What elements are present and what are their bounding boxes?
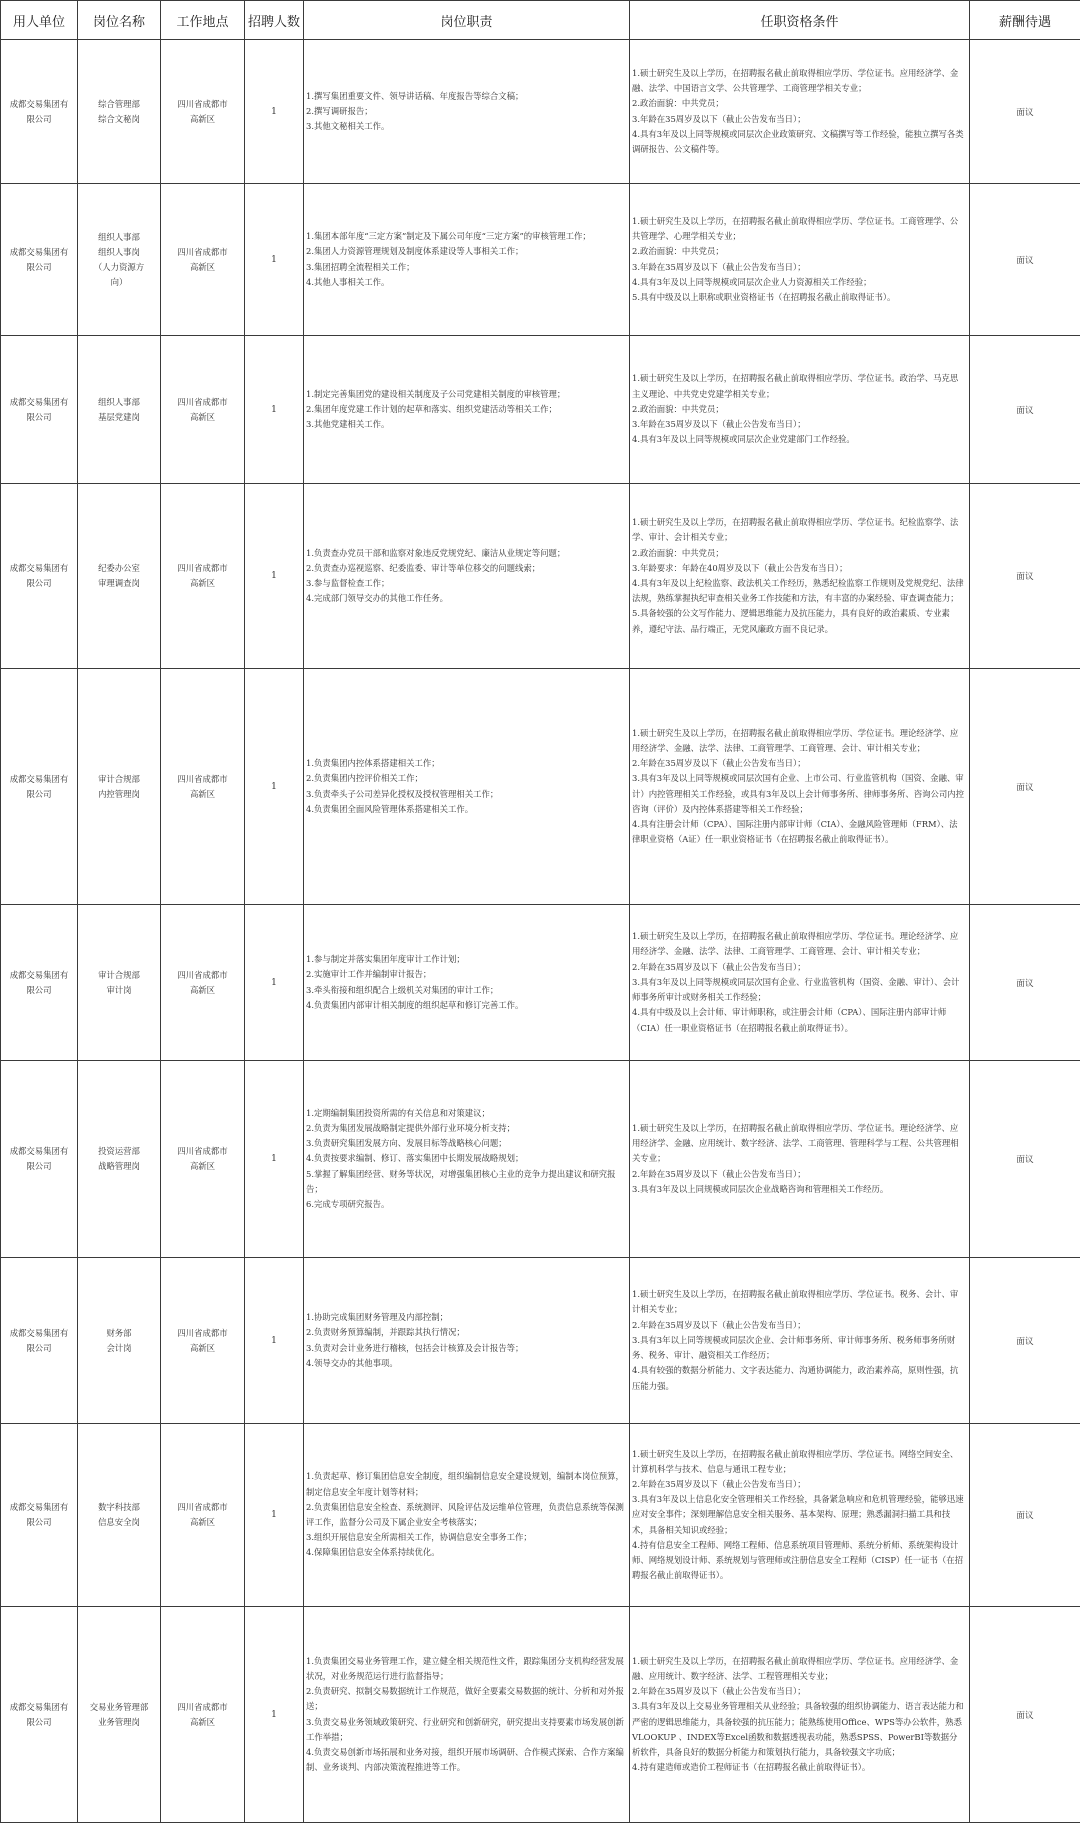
count-value: 1 (271, 1336, 277, 1346)
salary-cell (970, 336, 1080, 484)
location-line: 四川省成都市 (164, 1144, 241, 1159)
position-cell (78, 669, 161, 905)
employer-line: 成都交易集团有 (4, 395, 74, 410)
requirements-line: 3.具有3年及以上同等规模或同层次国有企业、行业监管机构（国资、金融、审计）、会计师事务所审计或财务相关工作经验； (632, 975, 965, 1005)
salary-cell (970, 1424, 1080, 1607)
header-employer: 用人单位 (1, 1, 78, 40)
employer-line: 成都交易集团有 (4, 1700, 74, 1715)
requirements-line: 4.具有较强的数据分析能力、文字表达能力、沟通协调能力，政治素养高，原则性强，抗压能力强。 (632, 1363, 965, 1393)
duties-line: 1.参与制定并落实集团年度审计工作计划； (306, 952, 625, 967)
location-cell (161, 669, 245, 905)
location-cell (161, 1258, 245, 1424)
salary-cell (970, 669, 1080, 905)
requirements-cell (630, 336, 970, 484)
requirements-line: 3.年龄在35周岁及以下（截止公告发布当日）； (632, 260, 965, 275)
table-row-3 (1, 336, 1080, 484)
duties-line: 4.保障集团信息安全体系持续优化。 (306, 1545, 625, 1560)
salary-value: 面议 (1016, 572, 1033, 582)
location-line: 四川省成都市 (164, 1326, 241, 1341)
salary-cell (970, 484, 1080, 669)
count-value: 1 (271, 978, 277, 988)
requirements-line: 1.硕士研究生及以上学历，在招聘报名截止前取得相应学历、学位证书。政治学、马克思主义理论、中共党史党建学相关专业； (632, 371, 965, 401)
count-value: 1 (271, 405, 277, 415)
duties-line: 4.领导交办的其他事项。 (306, 1356, 625, 1371)
requirements-line: 3.具有3年及以上同规模或同层次企业战略咨询和管理相关工作经历。 (632, 1182, 965, 1197)
duties-line: 2.撰写调研报告； (306, 104, 625, 119)
requirements-line: 4.具有3年及以上同等规模或同层次企业党建部门工作经验。 (632, 432, 965, 447)
requirements-line: 4.持有信息安全工程师、网络工程师、信息系统项目管理师、系统分析师、系统架构设计师、网络规划设计师、系统规划与管理师或注册信息安全工程师（CISP）任一证书（在招聘报名截止前取得证书）。 (632, 1538, 965, 1584)
position-line: 审计合规部 (81, 772, 157, 787)
requirements-line: 3.具有3年及以上信息化安全管理相关工作经验，具备紧急响应和危机管理经验，能够迅速应对安全事件；深刻理解信息安全相关服务、基本架构、原理；熟悉漏洞扫描工具和技术，具备相关知识或经验； (632, 1492, 965, 1538)
requirements-line: 4.具有中级及以上会计师、审计师职称，或注册会计师（CPA）、国际注册内部审计师（CIA）任一职业资格证书（在招聘报名截止前取得证书）。 (632, 1005, 965, 1035)
requirements-line: 1.硕士研究生及以上学历，在招聘报名截止前取得相应学历、学位证书。理论经济学、应用经济学、金融、应用统计、数字经济、法学、工商管理、管理科学与工程、公共管理相关专业； (632, 1121, 965, 1167)
requirements-line: 3.具有3年及以上交易业务管理相关从业经验；具备较强的组织协调能力、语言表达能力和严密的逻辑思维能力，具备较强的抗压能力；能熟练使用Office、WPS等办公软件，熟悉VLOOKUP 、INDEX等Excel函数和数据透视表功能，熟悉SPSS、PowerBI等数据分析软件，具备良好的数据分析能力和策划执行能力，具备较强文字功底； (632, 1699, 965, 1760)
requirements-line: 4.具有3年及以上纪检监察、政法机关工作经历，熟悉纪检监察工作规则及党规党纪、法律法规，熟练掌握执纪审查相关业务工作技能和方法，有丰富的办案经验、审查调查能力； (632, 576, 965, 606)
location-line: 高新区 (164, 1159, 241, 1174)
location-cell (161, 1061, 245, 1258)
duties-cell (304, 1424, 630, 1607)
requirements-line: 5.具有中级及以上职称或职业资格证书（在招聘报名截止前取得证书）。 (632, 290, 965, 305)
duties-cell (304, 484, 630, 669)
salary-value: 面议 (1016, 256, 1033, 266)
position-line: 财务部 (81, 1326, 157, 1341)
location-cell (161, 905, 245, 1061)
requirements-line: 3.年龄要求：年龄在40周岁及以下（截止公告发布当日）； (632, 561, 965, 576)
employer-line: 成都交易集团有 (4, 968, 74, 983)
location-cell (161, 1424, 245, 1607)
count-cell (245, 40, 304, 184)
requirements-line: 2.政治面貌：中共党员； (632, 244, 965, 259)
salary-cell (970, 1061, 1080, 1258)
requirements-line: 1.硕士研究生及以上学历，在招聘报名截止前取得相应学历、学位证书。税务、会计、审计相关专业； (632, 1287, 965, 1317)
header-position: 岗位名称 (78, 1, 161, 40)
employer-cell (1, 1258, 78, 1424)
requirements-line: 3.具有3年及以上同等规模或同层次国有企业、上市公司、行业监管机构（国资、金融、审计）内控管理相关工作经验，或具有3年及以上会计师事务所、律师事务所、咨询公司内控咨询（评价）及内控体系搭建等相关工作经验； (632, 771, 965, 817)
requirements-cell (630, 1061, 970, 1258)
employer-line: 成都交易集团有 (4, 561, 74, 576)
position-line: 战略管理岗 (81, 1159, 157, 1174)
duties-line: 3.参与监督检查工作； (306, 576, 625, 591)
employer-line: 成都交易集团有 (4, 772, 74, 787)
location-line: 高新区 (164, 260, 241, 275)
header-count: 招聘人数 (245, 1, 304, 40)
location-line: 高新区 (164, 983, 241, 998)
duties-line: 2.负责财务预算编制，并跟踪其执行情况； (306, 1325, 625, 1340)
location-cell (161, 184, 245, 336)
position-line: 审理调查岗 (81, 576, 157, 591)
count-cell (245, 484, 304, 669)
employer-line: 成都交易集团有 (4, 1326, 74, 1341)
duties-line: 4.其他人事相关工作。 (306, 275, 625, 290)
location-line: 四川省成都市 (164, 1700, 241, 1715)
duties-line: 2.负责查办巡视巡察、纪委监委、审计等单位移交的问题线索； (306, 561, 625, 576)
employer-line: 限公司 (4, 576, 74, 591)
position-line: 数字科技部 (81, 1500, 157, 1515)
requirements-cell (630, 40, 970, 184)
requirements-line: 4.具有注册会计师（CPA）、国际注册内部审计师（CIA）、金融风险管理师（FRM）、法律职业资格（A证）任一职业资格证书（在招聘报名截止前取得证书）。 (632, 817, 965, 847)
position-line: 投资运营部 (81, 1144, 157, 1159)
duties-line: 2.负责集团信息安全检查、系统测评、风险评估及运维单位管理，负责信息系统等保测评工作，监督分公司及下属企业安全考核落实； (306, 1500, 625, 1530)
employer-line: 限公司 (4, 410, 74, 425)
employer-line: 限公司 (4, 1715, 74, 1730)
count-cell (245, 1061, 304, 1258)
requirements-line: 4.具有3年及以上同等规模或同层次企业人力资源相关工作经验； (632, 275, 965, 290)
count-cell (245, 1424, 304, 1607)
duties-line: 3.负责对会计业务进行稽核，包括会计核算及会计报告等； (306, 1341, 625, 1356)
duties-line: 1.负责集团内控体系搭建相关工作； (306, 756, 625, 771)
position-line: 组织人事岗 (81, 245, 157, 260)
duties-line: 1.集团本部年度“三定方案”制定及下属公司年度“三定方案”的审核管理工作； (306, 229, 625, 244)
duties-cell (304, 40, 630, 184)
header-duties: 岗位职责 (304, 1, 630, 40)
employer-line: 成都交易集团有 (4, 97, 74, 112)
location-line: 高新区 (164, 112, 241, 127)
requirements-line: 4.持有建造师或造价工程师证书（在招聘报名截止前取得证书）。 (632, 1760, 965, 1775)
requirements-line: 1.硕士研究生及以上学历，在招聘报名截止前取得相应学历、学位证书。工商管理学、公共管理学、心理学相关专业； (632, 214, 965, 244)
duties-line: 3.其他党建相关工作。 (306, 417, 625, 432)
duties-line: 2.负责为集团发展战略制定提供外部行业环境分析支持； (306, 1121, 625, 1136)
count-cell (245, 1607, 304, 1823)
salary-value: 面议 (1016, 1337, 1033, 1347)
duties-line: 4.负责集团内部审计相关制度的组织起草和修订完善工作。 (306, 998, 625, 1013)
requirements-line: 1.硕士研究生及以上学历，在招聘报名截止前取得相应学历、学位证书。应用经济学、金融、法学、中国语言文学、公共管理学、工商管理学相关专业； (632, 66, 965, 96)
employer-line: 成都交易集团有 (4, 1500, 74, 1515)
duties-line: 1.制定完善集团党的建设相关制度及子公司党建相关制度的审核管理； (306, 387, 625, 402)
position-line: 组织人事部 (81, 230, 157, 245)
count-cell (245, 184, 304, 336)
duties-line: 1.协助完成集团财务管理及内部控制； (306, 1310, 625, 1325)
location-line: 四川省成都市 (164, 1500, 241, 1515)
employer-cell (1, 669, 78, 905)
position-cell (78, 1607, 161, 1823)
salary-value: 面议 (1016, 108, 1033, 118)
duties-line: 1.负责集团交易业务管理工作，建立健全相关规范性文件，跟踪集团分支机构经营发展状况，对业务规范运行进行监督指导； (306, 1654, 625, 1684)
duties-line: 2.负责研究、拟制交易数据统计工作规范，做好全要素交易数据的统计、分析和对外报送； (306, 1684, 625, 1714)
location-line: 四川省成都市 (164, 772, 241, 787)
position-cell (78, 1424, 161, 1607)
employer-cell (1, 40, 78, 184)
table-row-1 (1, 40, 1080, 184)
duties-line: 3.牵头衔接和组织配合上级机关对集团的审计工作； (306, 983, 625, 998)
salary-value: 面议 (1016, 406, 1033, 416)
requirements-cell (630, 669, 970, 905)
requirements-line: 1.硕士研究生及以上学历，在招聘报名截止前取得相应学历、学位证书。应用经济学、金融、应用统计、数字经济、法学、工程管理相关专业； (632, 1654, 965, 1684)
count-value: 1 (271, 571, 277, 581)
salary-value: 面议 (1016, 783, 1033, 793)
requirements-line: 5.具备较强的公文写作能力、逻辑思维能力及抗压能力，具有良好的政治素质、专业素养，遵纪守法、品行端正，无党风廉政方面不良记录。 (632, 606, 965, 636)
employer-cell (1, 1424, 78, 1607)
position-line: （人力资源方 (81, 260, 157, 275)
header-salary: 薪酬待遇 (970, 1, 1080, 40)
position-line: 综合管理部 (81, 97, 157, 112)
requirements-line: 2.年龄在35周岁及以下（截止公告发布当日）； (632, 1318, 965, 1333)
requirements-cell (630, 184, 970, 336)
position-line: 综合文秘岗 (81, 112, 157, 127)
duties-line: 1.撰写集团重要文件、领导讲话稿、年度报告等综合文稿； (306, 89, 625, 104)
location-line: 高新区 (164, 787, 241, 802)
duties-line: 3.负责牵头子公司差异化授权及授权管理相关工作； (306, 787, 625, 802)
count-cell (245, 905, 304, 1061)
requirements-line: 2.年龄在35周岁及以下（截止公告发布当日）； (632, 1684, 965, 1699)
duties-line: 4.负责交易创新市场拓展和业务对接，组织开展市场调研、合作模式探索、合作方案编制、业务谈判、内部决策流程推进等工作。 (306, 1745, 625, 1775)
requirements-cell (630, 1607, 970, 1823)
location-line: 高新区 (164, 410, 241, 425)
employer-cell (1, 1061, 78, 1258)
employer-line: 限公司 (4, 112, 74, 127)
salary-value: 面议 (1016, 1155, 1033, 1165)
location-line: 高新区 (164, 1341, 241, 1356)
employer-cell (1, 1607, 78, 1823)
duties-cell (304, 336, 630, 484)
duties-cell (304, 669, 630, 905)
count-value: 1 (271, 255, 277, 265)
duties-line: 3.集团招聘全流程相关工作； (306, 260, 625, 275)
table-row-8 (1, 1258, 1080, 1424)
employer-cell (1, 184, 78, 336)
location-line: 高新区 (164, 576, 241, 591)
duties-line: 2.集团人力资源管理规划及制度体系建设等人事相关工作； (306, 244, 625, 259)
requirements-cell (630, 905, 970, 1061)
requirements-line: 2.年龄在35周岁及以下（截止公告发布当日）； (632, 1477, 965, 1492)
duties-cell (304, 184, 630, 336)
position-line: 交易业务管理部 (81, 1700, 157, 1715)
header-row (1, 1, 1080, 40)
duties-line: 4.负责按要求编制、修订、落实集团中长期发展战略规划； (306, 1151, 625, 1166)
header-requirements: 任职资格条件 (630, 1, 970, 40)
requirements-cell (630, 484, 970, 669)
duties-line: 4.完成部门领导交办的其他工作任务。 (306, 591, 625, 606)
location-line: 高新区 (164, 1515, 241, 1530)
position-line: 向） (81, 275, 157, 290)
salary-value: 面议 (1016, 1511, 1033, 1521)
employer-cell (1, 905, 78, 1061)
requirements-line: 3.年龄在35周岁及以下（截止公告发布当日）； (632, 112, 965, 127)
requirements-line: 4.具有3年及以上同等规模或同层次企业政策研究、文稿撰写等工作经验，能独立撰写各类调研报告、公文稿件等。 (632, 127, 965, 157)
employer-line: 限公司 (4, 983, 74, 998)
location-cell (161, 1607, 245, 1823)
requirements-line: 1.硕士研究生及以上学历，在招聘报名截止前取得相应学历、学位证书。网络空间安全、计算机科学与技术、信息与通讯工程专业； (632, 1447, 965, 1477)
requirements-line: 2.年龄在35周岁及以下（截止公告发布当日）； (632, 1167, 965, 1182)
employer-line: 限公司 (4, 260, 74, 275)
position-cell (78, 184, 161, 336)
position-line: 审计合规部 (81, 968, 157, 983)
duties-cell (304, 1061, 630, 1258)
duties-line: 1.定期编制集团投资所需的有关信息和对策建议； (306, 1106, 625, 1121)
position-cell (78, 1258, 161, 1424)
requirements-cell (630, 1258, 970, 1424)
table-row-4 (1, 484, 1080, 669)
duties-cell (304, 905, 630, 1061)
employer-line: 限公司 (4, 1515, 74, 1530)
position-cell (78, 905, 161, 1061)
employer-line: 限公司 (4, 1341, 74, 1356)
duties-line: 5.掌握了解集团经营、财务等状况，对增强集团核心主业的竞争力提出建议和研究报告； (306, 1167, 625, 1197)
location-cell (161, 40, 245, 184)
location-cell (161, 336, 245, 484)
employer-cell (1, 336, 78, 484)
location-line: 四川省成都市 (164, 968, 241, 983)
salary-cell (970, 905, 1080, 1061)
table-row-7 (1, 1061, 1080, 1258)
requirements-line: 2.年龄在35周岁及以下（截止公告发布当日）； (632, 756, 965, 771)
table-row-10 (1, 1607, 1080, 1823)
requirements-line: 2.年龄在35周岁及以下（截止公告发布当日）； (632, 960, 965, 975)
salary-cell (970, 1607, 1080, 1823)
duties-line: 6.完成专项研究报告。 (306, 1197, 625, 1212)
count-cell (245, 336, 304, 484)
duties-line: 1.负责查办党员干部和监察对象违反党规党纪、廉洁从业规定等问题； (306, 546, 625, 561)
duties-line: 2.负责集团内控评价相关工作； (306, 771, 625, 786)
requirements-line: 3.具有3年以上同等规模或同层次企业、会计师事务所、审计师事务所、税务师事务所财务、税务、审计、融资相关工作经历； (632, 1333, 965, 1363)
salary-value: 面议 (1016, 1711, 1033, 1721)
requirements-line: 2.政治面貌：中共党员； (632, 402, 965, 417)
count-cell (245, 1258, 304, 1424)
duties-line: 1.负责起草、修订集团信息安全制度，组织编制信息安全建设规划，编制本岗位预算，制定信息安全年度计划等材料； (306, 1469, 625, 1499)
position-line: 纪委办公室 (81, 561, 157, 576)
table-row-2 (1, 184, 1080, 336)
position-cell (78, 484, 161, 669)
position-line: 审计岗 (81, 983, 157, 998)
position-cell (78, 1061, 161, 1258)
location-line: 四川省成都市 (164, 395, 241, 410)
location-line: 高新区 (164, 1715, 241, 1730)
count-value: 1 (271, 782, 277, 792)
header-location: 工作地点 (161, 1, 245, 40)
count-value: 1 (271, 1710, 277, 1720)
location-cell (161, 484, 245, 669)
count-value: 1 (271, 1510, 277, 1520)
table-row-9 (1, 1424, 1080, 1607)
count-value: 1 (271, 1154, 277, 1164)
requirements-line: 2.政治面貌：中共党员； (632, 546, 965, 561)
count-cell (245, 669, 304, 905)
salary-value: 面议 (1016, 979, 1033, 989)
employer-line: 限公司 (4, 787, 74, 802)
requirements-cell (630, 1424, 970, 1607)
location-line: 四川省成都市 (164, 97, 241, 112)
position-line: 组织人事部 (81, 395, 157, 410)
position-cell (78, 40, 161, 184)
duties-line: 4.负责集团全面风险管理体系搭建相关工作。 (306, 802, 625, 817)
duties-line: 2.实施审计工作并编制审计报告； (306, 967, 625, 982)
requirements-line: 3.年龄在35周岁及以下（截止公告发布当日）； (632, 417, 965, 432)
position-line: 会计岗 (81, 1341, 157, 1356)
position-line: 信息安全岗 (81, 1515, 157, 1530)
requirements-line: 1.硕士研究生及以上学历，在招聘报名截止前取得相应学历、学位证书。纪检监察学、法学、审计、会计相关专业； (632, 515, 965, 545)
duties-line: 3.其他文秘相关工作。 (306, 119, 625, 134)
requirements-line: 1.硕士研究生及以上学历，在招聘报名截止前取得相应学历、学位证书。理论经济学、应用经济学、金融、法学、法律、工商管理学、工商管理、会计、审计相关专业； (632, 726, 965, 756)
requirements-line: 1.硕士研究生及以上学历，在招聘报名截止前取得相应学历、学位证书。理论经济学、应用经济学、金融、法学、法律、工商管理学、工商管理、会计、审计相关专业； (632, 929, 965, 959)
table-row-5 (1, 669, 1080, 905)
duties-cell (304, 1258, 630, 1424)
position-line: 内控管理岗 (81, 787, 157, 802)
location-line: 四川省成都市 (164, 245, 241, 260)
employer-line: 限公司 (4, 1159, 74, 1174)
position-line: 业务管理岗 (81, 1715, 157, 1730)
duties-cell (304, 1607, 630, 1823)
position-cell (78, 336, 161, 484)
duties-line: 3.组织开展信息安全所需相关工作，协调信息安全事务工作； (306, 1530, 625, 1545)
count-value: 1 (271, 107, 277, 117)
requirements-line: 2.政治面貌：中共党员； (632, 96, 965, 111)
salary-cell (970, 1258, 1080, 1424)
table-row-6 (1, 905, 1080, 1061)
location-line: 四川省成都市 (164, 561, 241, 576)
duties-line: 3.负责研究集团发展方向、发展目标等战略核心问题； (306, 1136, 625, 1151)
salary-cell (970, 40, 1080, 184)
salary-cell (970, 184, 1080, 336)
position-line: 基层党建岗 (81, 410, 157, 425)
employer-cell (1, 484, 78, 669)
duties-line: 3.负责交易业务领域政策研究、行业研究和创新研究，研究提出支持要素市场发展创新工作举措； (306, 1715, 625, 1745)
employer-line: 成都交易集团有 (4, 245, 74, 260)
duties-line: 2.集团年度党建工作计划的起草和落实、组织党建活动等相关工作； (306, 402, 625, 417)
employer-line: 成都交易集团有 (4, 1144, 74, 1159)
